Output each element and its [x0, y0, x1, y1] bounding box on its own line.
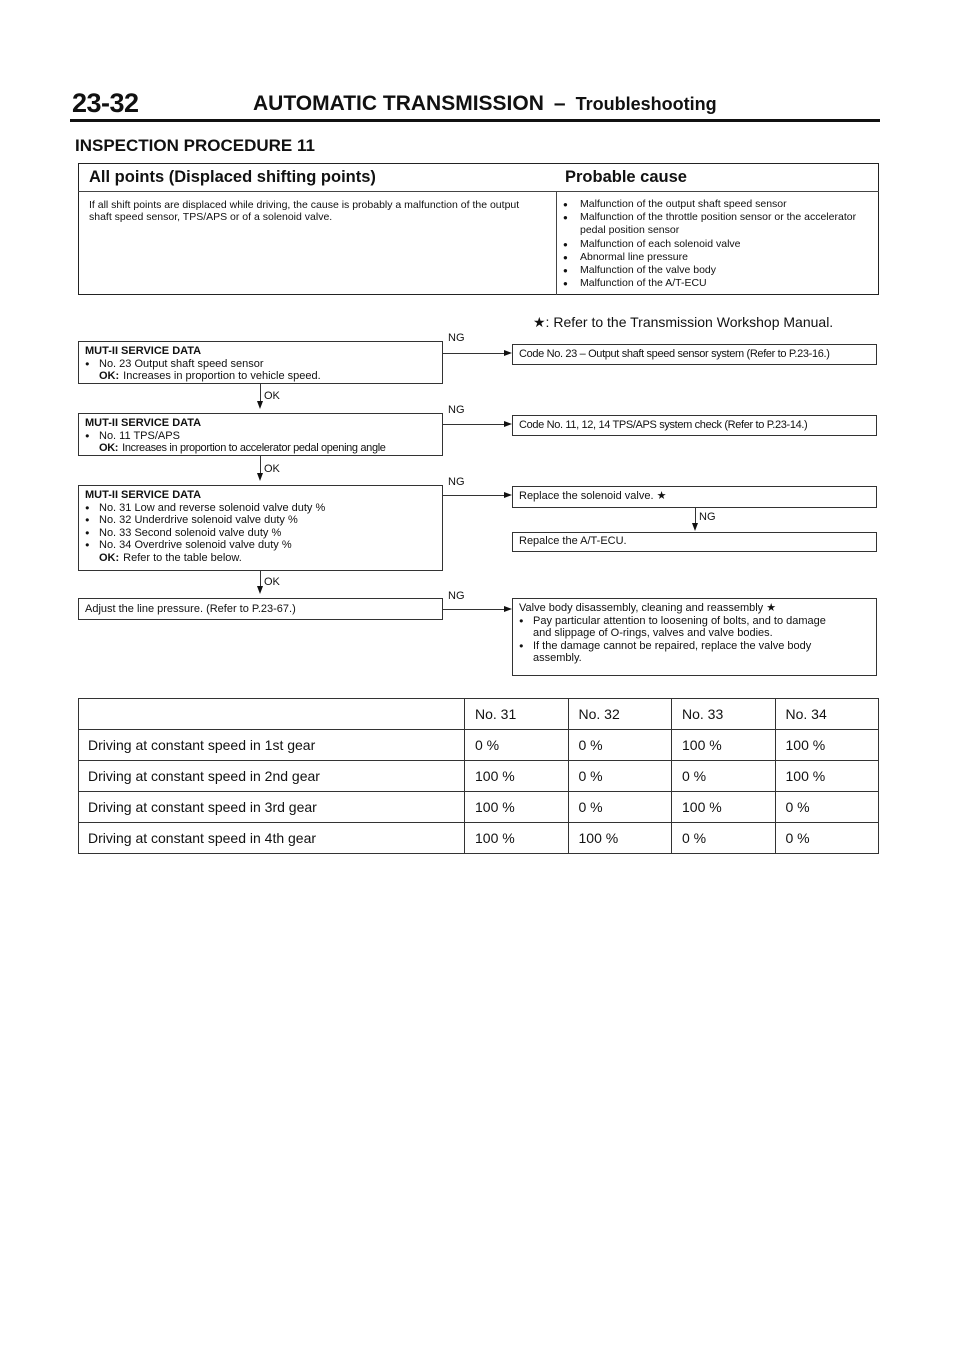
column-header: No. 33 — [672, 699, 776, 730]
table-row — [79, 761, 879, 792]
table-header-row — [79, 699, 879, 730]
subsection-name: Troubleshooting — [575, 94, 717, 114]
arrow-right-icon — [504, 421, 512, 427]
table-cell: 0 % — [775, 823, 879, 854]
arrow-down-icon — [257, 586, 263, 594]
ng-action-item-cont: and slippage of O-rings, valves and valve bodies. — [533, 627, 773, 639]
flow-step-2 — [78, 413, 443, 456]
probable-cause-list — [563, 198, 873, 290]
ng-label: NG — [448, 404, 465, 416]
table-cell: 0 % — [568, 761, 672, 792]
cause-table-divider — [78, 191, 879, 192]
workshop-manual-note: ★: Refer to the Transmission Workshop Manual. — [533, 314, 834, 330]
cause-table-column-divider — [556, 191, 557, 295]
cause-item: ● Malfunction of the A/T-ECU — [563, 277, 873, 290]
arrow-down-icon — [692, 523, 698, 531]
step-item: ● No. 33 Second solenoid valve duty % — [85, 527, 437, 540]
step-item: ● No. 34 Overdrive solenoid valve duty % — [85, 539, 437, 552]
arrow-right-icon — [504, 492, 512, 498]
ok-label: OK — [264, 576, 280, 588]
ng-connector-line — [443, 495, 504, 496]
table-cell: 100 % — [672, 730, 776, 761]
table-cell: 0 % — [568, 792, 672, 823]
ng-action-4 — [512, 598, 877, 676]
ng-connector-line — [443, 353, 504, 354]
step-item: ● No. 31 Low and reverse solenoid valve duty % — [85, 502, 437, 515]
table-cell: 100 % — [775, 761, 879, 792]
ng-action-text: Replace the solenoid valve. ★ — [519, 490, 667, 502]
ng-connector-line — [695, 508, 696, 523]
arrow-down-icon — [257, 473, 263, 481]
column-header: No. 31 — [465, 699, 569, 730]
ng-action-title: Valve body disassembly, cleaning and reassembly ★ — [519, 602, 777, 614]
table-corner-cell — [79, 699, 465, 730]
ng-action-item-cont: assembly. — [533, 652, 582, 664]
flow-step-4 — [78, 598, 443, 620]
table-cell: 0 % — [568, 730, 672, 761]
row-label: Driving at constant speed in 4th gear — [79, 823, 465, 854]
cause-item: ● Malfunction of the throttle position sensor or the accelerator pedal position sensor — [563, 211, 873, 237]
ng-action-item: ● If the damage cannot be repaired, replace the valve body — [519, 640, 870, 653]
symptom-description: If all shift points are displaced while driving, the cause is probably a malfunction of the output shaft speed sensor, TPS/APS or of a solenoid valve. — [89, 199, 520, 223]
step-heading: MUT-II SERVICE DATA — [85, 417, 202, 429]
table-cell: 100 % — [568, 823, 672, 854]
row-label: Driving at constant speed in 2nd gear — [79, 761, 465, 792]
table-row — [79, 792, 879, 823]
step-item: ● No. 32 Underdrive solenoid valve duty % — [85, 514, 437, 527]
procedure-title: INSPECTION PROCEDURE 11 — [75, 136, 315, 155]
ng-action-3b — [512, 532, 877, 552]
cause-item: ● Malfunction of each solenoid valve — [563, 238, 873, 251]
ok-label: OK — [264, 390, 280, 402]
row-label: Driving at constant speed in 1st gear — [79, 730, 465, 761]
ng-connector-line — [443, 609, 504, 610]
step-ok-criteria — [85, 370, 437, 383]
column-header: No. 34 — [775, 699, 879, 730]
table-cell: 100 % — [672, 792, 776, 823]
arrow-right-icon — [504, 606, 512, 612]
table-cell: 0 % — [775, 792, 879, 823]
step-heading: MUT-II SERVICE DATA — [85, 489, 202, 501]
solenoid-duty-table — [78, 698, 879, 854]
ng-action-2 — [512, 415, 877, 436]
section-name: AUTOMATIC TRANSMISSION — [253, 92, 544, 115]
probable-cause-heading: Probable cause — [565, 168, 687, 186]
ng-label: NG — [448, 476, 465, 488]
ng-action-3 — [512, 486, 877, 508]
ok-connector-line — [260, 384, 261, 401]
ok-text: Increases in proportion to accelerator pedal opening angle — [122, 442, 386, 454]
ng-action-text: Code No. 11, 12, 14 TPS/APS system check (Refer to P.23-14.) — [519, 419, 808, 431]
title-separator: – — [553, 92, 566, 115]
table-cell: 0 % — [465, 730, 569, 761]
step-item: ● No. 23 Output shaft speed sensor — [85, 358, 437, 371]
row-label: Driving at constant speed in 3rd gear — [79, 792, 465, 823]
step-heading: MUT-II SERVICE DATA — [85, 345, 202, 357]
ng-action-text: Code No. 23 – Output shaft speed sensor system (Refer to P.23-16.) — [519, 348, 830, 360]
ng-action-item: ● Pay particular attention to loosening of bolts, and to damage — [519, 615, 870, 628]
arrow-down-icon — [257, 401, 263, 409]
ok-label: OK — [264, 463, 280, 475]
ok-key: OK: — [99, 370, 120, 382]
step-item: ● No. 11 TPS/APS — [85, 430, 437, 443]
ok-connector-line — [260, 456, 261, 473]
table-row — [79, 823, 879, 854]
ng-label: NG — [448, 332, 465, 344]
flow-step-1 — [78, 341, 443, 384]
ng-label: NG — [699, 511, 716, 523]
page-number: 23-32 — [72, 88, 139, 118]
column-header: No. 32 — [568, 699, 672, 730]
cause-item: ● Malfunction of the valve body — [563, 264, 873, 277]
ok-text: Refer to the table below. — [123, 551, 242, 564]
step-ok-criteria — [85, 442, 437, 455]
cause-item: ● Malfunction of the output shaft speed sensor — [563, 198, 873, 211]
symptom-heading: All points (Displaced shifting points) — [89, 168, 376, 186]
ok-key: OK: — [99, 551, 120, 564]
table-cell: 100 % — [465, 761, 569, 792]
ng-label: NG — [448, 590, 465, 602]
ok-text: Increases in proportion to vehicle speed. — [123, 370, 321, 382]
ng-action-1 — [512, 344, 877, 365]
table-cell: 100 % — [775, 730, 879, 761]
table-row — [79, 730, 879, 761]
ok-key: OK: — [99, 442, 119, 454]
arrow-right-icon — [504, 350, 512, 356]
table-cell: 100 % — [465, 792, 569, 823]
ng-action-text: Repalce the A/T-ECU. — [519, 535, 627, 547]
page-title — [253, 92, 717, 116]
step-ok-criteria — [85, 552, 437, 565]
table-cell: 0 % — [672, 761, 776, 792]
ng-connector-line — [443, 424, 504, 425]
ok-connector-line — [260, 571, 261, 586]
table-cell: 0 % — [672, 823, 776, 854]
flow-step-3 — [78, 485, 443, 571]
cause-item: ● Abnormal line pressure — [563, 251, 873, 264]
table-cell: 100 % — [465, 823, 569, 854]
step-text: Adjust the line pressure. (Refer to P.23-67.) — [85, 603, 296, 615]
header-rule — [70, 119, 880, 122]
